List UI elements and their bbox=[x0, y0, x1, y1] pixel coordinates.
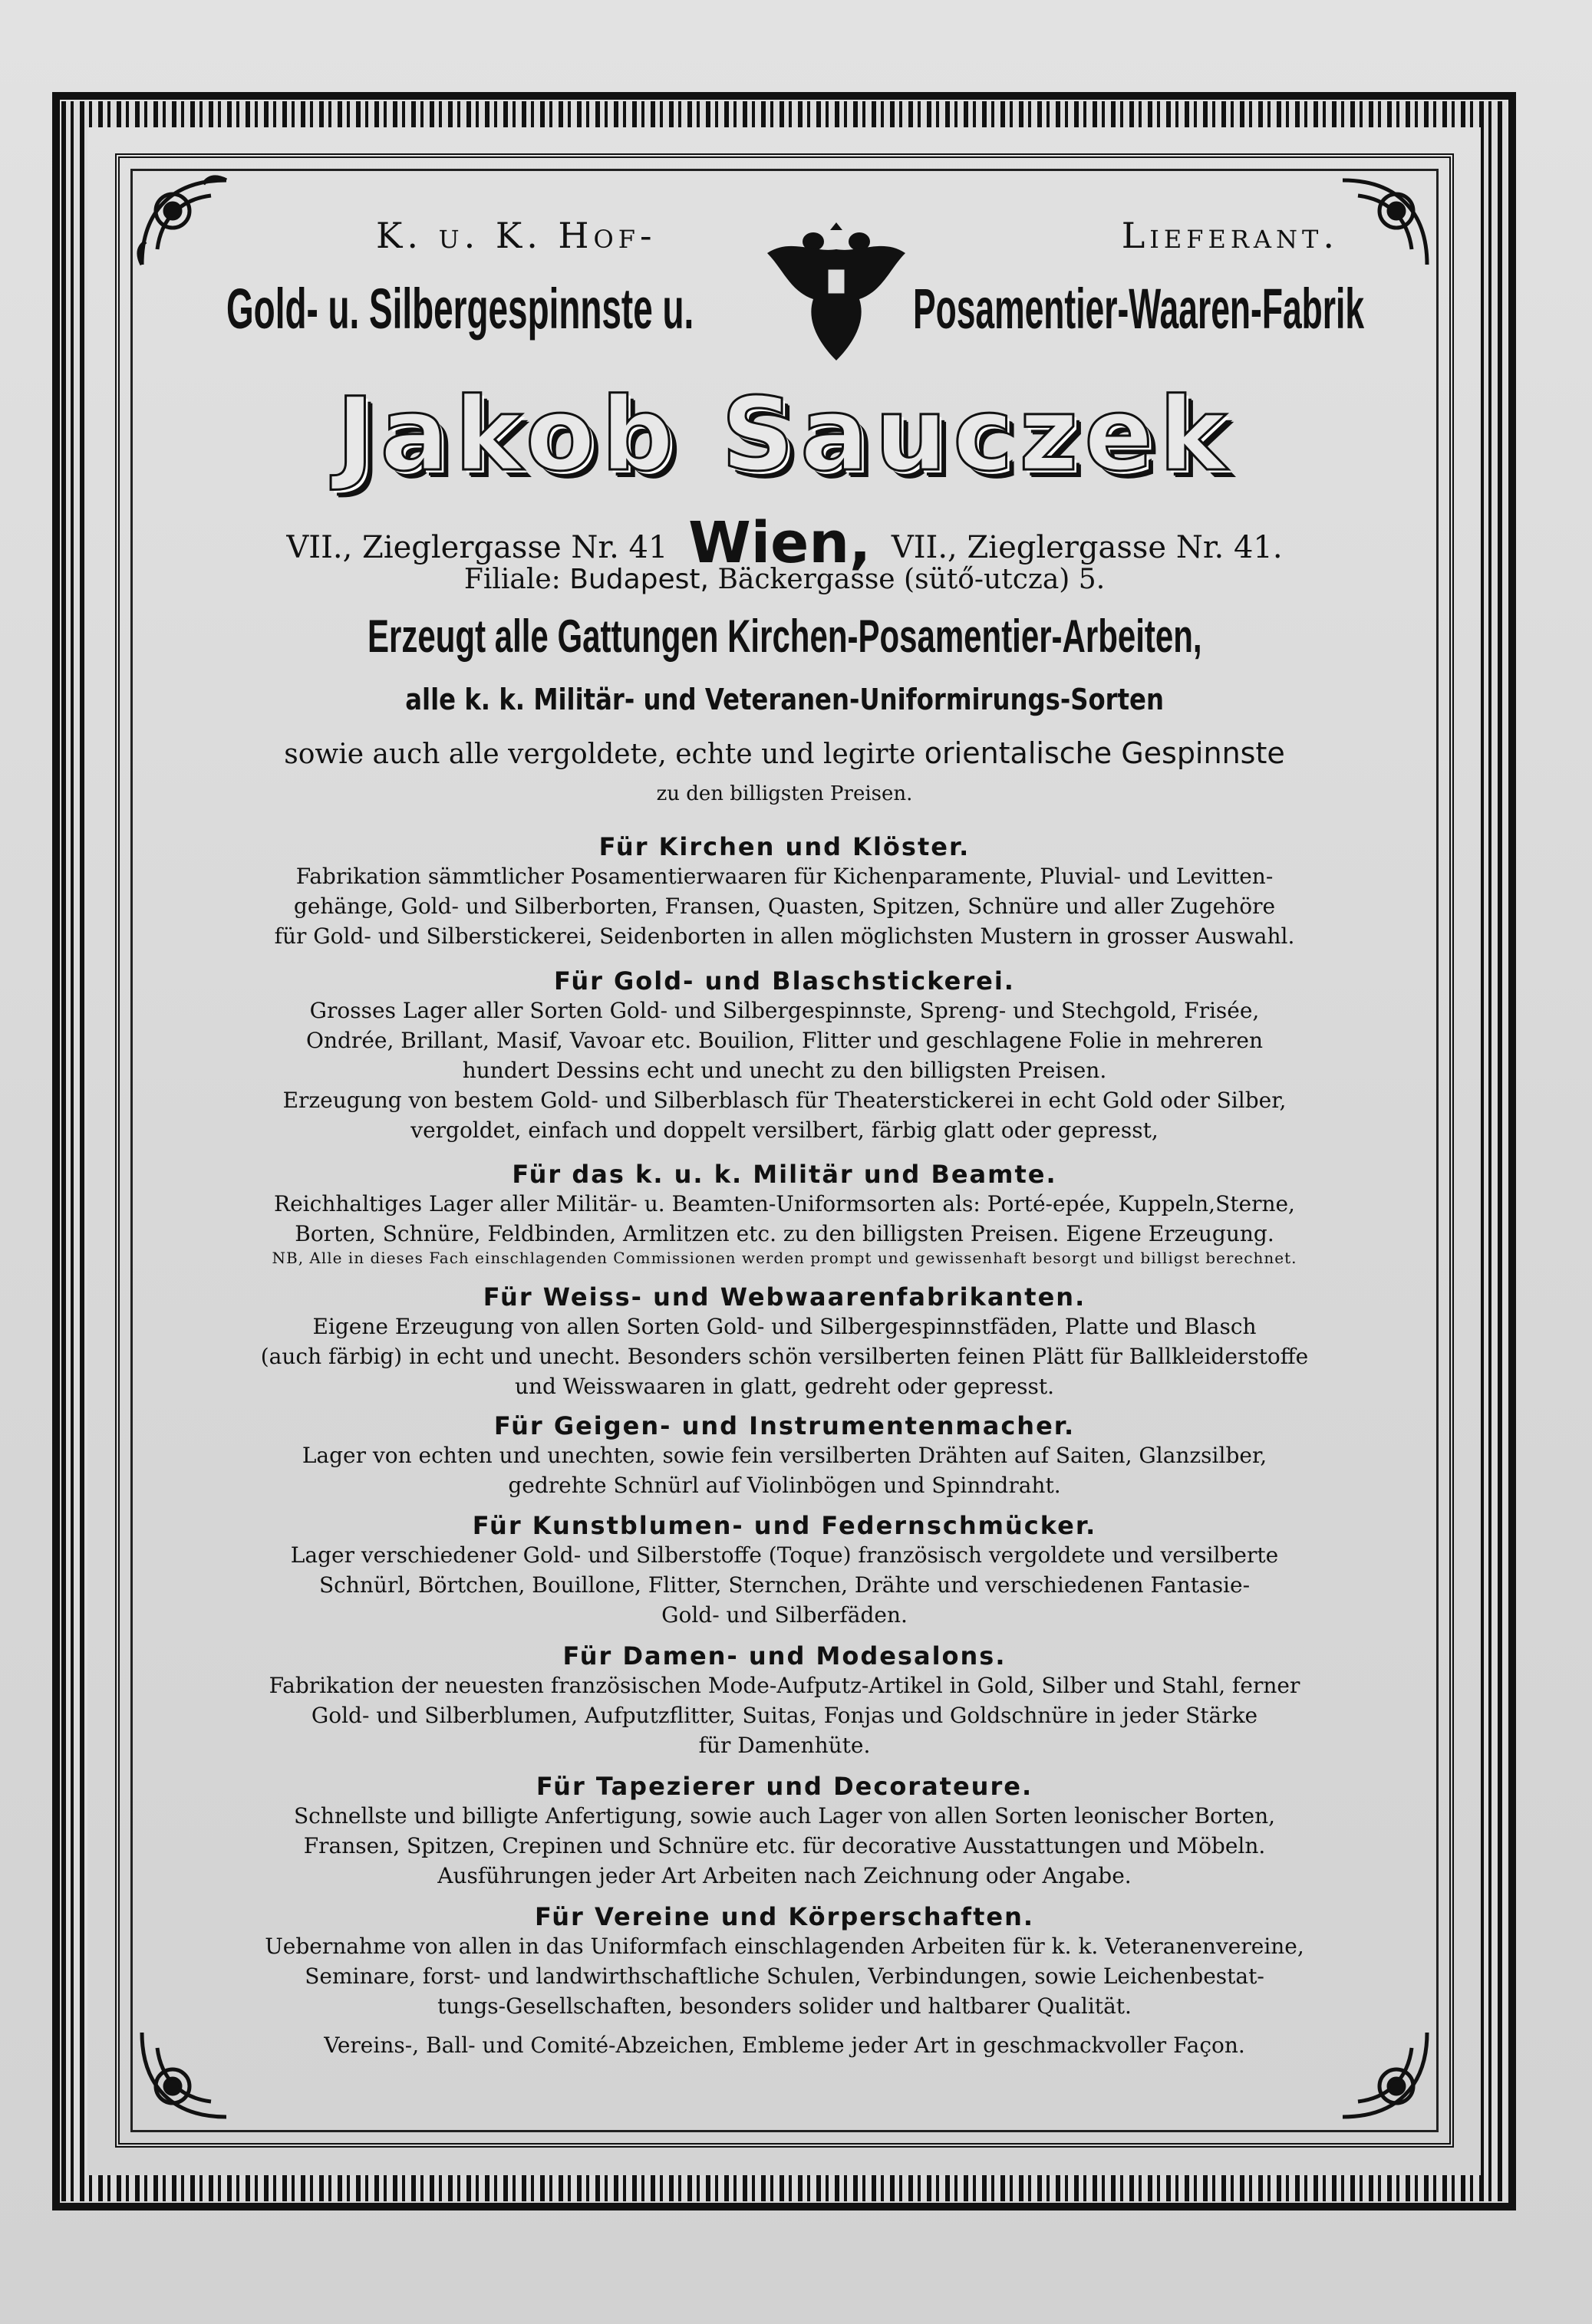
section-title: Für Gold- und Blaschstickerei. bbox=[554, 966, 1015, 996]
prices-line: zu den billigsten Preisen. bbox=[656, 782, 913, 805]
section-line: gedrehte Schnürl auf Violinbögen und Spinndraht. bbox=[508, 1473, 1061, 1498]
section-line: Lager von echten und unechten, sowie fein versilberten Drähten auf Saiten, Glanzsilber, bbox=[302, 1443, 1267, 1468]
section-line: für Damenhüte. bbox=[698, 1733, 871, 1758]
section-line: tungs-Gesellschaften, besonders solider und haltbarer Qualität. bbox=[437, 1993, 1132, 2019]
gold-silver-label: Gold- u. Silbergespinnste u. bbox=[226, 277, 694, 341]
section-line: hundert Dessins echt und unecht zu den billigsten Preisen. bbox=[462, 1058, 1107, 1083]
section-line: Fransen, Spitzen, Crepinen und Schnüre etc. für decorative Ausstattungen und Möbeln. bbox=[303, 1833, 1266, 1858]
section-line: für Gold- und Silberstickerei, Seidenborten in allen möglichsten Mustern in grosser Auswahl. bbox=[274, 923, 1295, 949]
products-headline-text: Erzeugt alle Gattungen Kirchen-Posamentier-Arbeiten, bbox=[367, 611, 1202, 662]
branch-line bbox=[153, 564, 1416, 595]
address-left: VII., Zieglergasse Nr. 41 bbox=[286, 530, 668, 565]
section-line: Ondrée, Brillant, Masif, Vavoar etc. Bouilion, Flitter und geschlagene Folie in mehreren bbox=[306, 1028, 1263, 1053]
content-area bbox=[153, 192, 1416, 2094]
address-right: VII., Zieglergasse Nr. 41. bbox=[891, 530, 1283, 565]
military-line bbox=[153, 683, 1416, 716]
oriental-text-a: sowie auch alle vergoldete, echte und legirte bbox=[284, 739, 916, 770]
section-militaer bbox=[153, 1160, 1416, 1267]
products-headline bbox=[153, 610, 1416, 663]
section-line: (auch färbig) in echt und unecht. Besonders schön versilberten feinen Plätt für Ballkleiderstoffe bbox=[260, 1344, 1309, 1369]
section-note: NB, Alle in dieses Fach einschlagenden Commissionen werden prompt und gewissenhaft besorgt und billigst berechnet. bbox=[272, 1249, 1297, 1267]
section-line: Schnürl, Börtchen, Bouillone, Flitter, Sternchen, Drähte und verschiedenen Fantasie- bbox=[318, 1572, 1251, 1598]
section-line: Uebernahme von allen in das Uniformfach einschlagenden Arbeiten für k. k. Veteranenvereine, bbox=[265, 1934, 1304, 1959]
section-line: Grosses Lager aller Sorten Gold- und Silbergespinnste, Spreng- und Stechgold, Frisée, bbox=[309, 998, 1260, 1023]
section-line: Reichhaltiges Lager aller Militär- u. Beamten-Uniformsorten als: Porté-epée, Kuppeln,Sterne, bbox=[274, 1191, 1295, 1216]
hof-label: K. u. K. Hof- bbox=[376, 215, 657, 256]
branch-address: Bäckergasse (sütő-utcza) 5. bbox=[717, 564, 1106, 595]
oriental-text-b: orientalische Gespinnste bbox=[924, 736, 1285, 770]
military-text: alle k. k. Militär- und Veteranen-Uniformirungs-Sorten bbox=[405, 683, 1164, 716]
section-blaschstickerei bbox=[153, 966, 1416, 1145]
section-title: Für Kirchen und Klöster. bbox=[598, 832, 971, 861]
section-line: Erzeugung von bestem Gold- und Silberblasch für Theaterstickerei in echt Gold oder Silber, bbox=[282, 1088, 1287, 1113]
section-line: Gold- und Silberfäden. bbox=[661, 1602, 908, 1628]
section-tapezierer bbox=[153, 1772, 1416, 1891]
section-line: vergoldet, einfach und doppelt versilbert, färbig glatt oder gepresst, bbox=[410, 1118, 1159, 1143]
section-modesalons bbox=[153, 1641, 1416, 1760]
section-line: Fabrikation der neuesten französischen Mode-Aufputz-Artikel in Gold, Silber und Stahl, ferner bbox=[269, 1673, 1300, 1698]
section-line: Eigene Erzeugung von allen Sorten Gold- und Silbergespinnstfäden, Platte und Blasch bbox=[312, 1314, 1257, 1339]
city-name: Wien, bbox=[688, 510, 872, 576]
branch-label: Filiale: bbox=[463, 564, 561, 595]
lieferant-label: Lieferant. bbox=[1121, 215, 1339, 256]
section-kunstblumen bbox=[153, 1511, 1416, 1630]
section-title: Für Weiss- und Webwaarenfabrikanten. bbox=[483, 1282, 1086, 1312]
section-line: Fabrikation sämmtlicher Posamentierwaaren für Kichenparamente, Pluvial- und Levitten- bbox=[295, 864, 1274, 889]
company-name: Jakob Sauczek bbox=[336, 376, 1233, 494]
section-line: Lager verschiedener Gold- und Silberstoffe (Toque) französisch vergoldete und versilberte bbox=[290, 1542, 1279, 1568]
section-kirchen bbox=[153, 832, 1416, 951]
business-type-line bbox=[153, 276, 1416, 345]
section-line: und Weisswaaren in glatt, gedreht oder gepresst. bbox=[514, 1374, 1055, 1399]
section-line: gehänge, Gold- und Silberborten, Fransen, Quasten, Spitzen, Schnüre und aller Zugehöre bbox=[293, 894, 1276, 919]
section-line: Schnellste und billigte Anfertigung, sowie auch Lager von allen Sorten leonischer Borten, bbox=[293, 1803, 1276, 1829]
section-title: Für Geigen- und Instrumentenmacher. bbox=[493, 1411, 1076, 1440]
section-title: Für Kunstblumen- und Federnschmücker. bbox=[472, 1511, 1097, 1540]
section-title: Für das k. u. k. Militär und Beamte. bbox=[512, 1160, 1057, 1189]
section-title: Für Damen- und Modesalons. bbox=[562, 1641, 1007, 1671]
section-line: Ausführungen jeder Art Arbeiten nach Zeichnung oder Angabe. bbox=[437, 1863, 1132, 1888]
section-instrumente bbox=[153, 1411, 1416, 1500]
factory-label: Posamentier-Waaren-Fabrik bbox=[913, 277, 1365, 341]
oriental-line bbox=[153, 736, 1416, 770]
section-webwaaren bbox=[153, 1282, 1416, 1401]
section-line: Seminare, forst- und landwirthschaftliche Schulen, Verbindungen, sowie Leichenbestat- bbox=[305, 1964, 1264, 1989]
section-title: Für Tapezierer und Decorateure. bbox=[536, 1772, 1033, 1801]
section-line: Borten, Schnüre, Feldbinden, Armlitzen etc. zu den billigsten Preisen. Eigene Erzeugung. bbox=[295, 1221, 1274, 1246]
closing-line: Vereins-, Ball- und Comité-Abzeichen, Embleme jeder Art in geschmackvoller Façon. bbox=[324, 2033, 1245, 2058]
section-title: Für Vereine und Körperschaften. bbox=[534, 1902, 1034, 1931]
section-line: Gold- und Silberblumen, Aufputzflitter, Suitas, Fonjas und Goldschnüre in jeder Stärke bbox=[311, 1703, 1258, 1728]
branch-city: Budapest, bbox=[569, 564, 709, 595]
section-vereine bbox=[153, 1902, 1416, 2021]
